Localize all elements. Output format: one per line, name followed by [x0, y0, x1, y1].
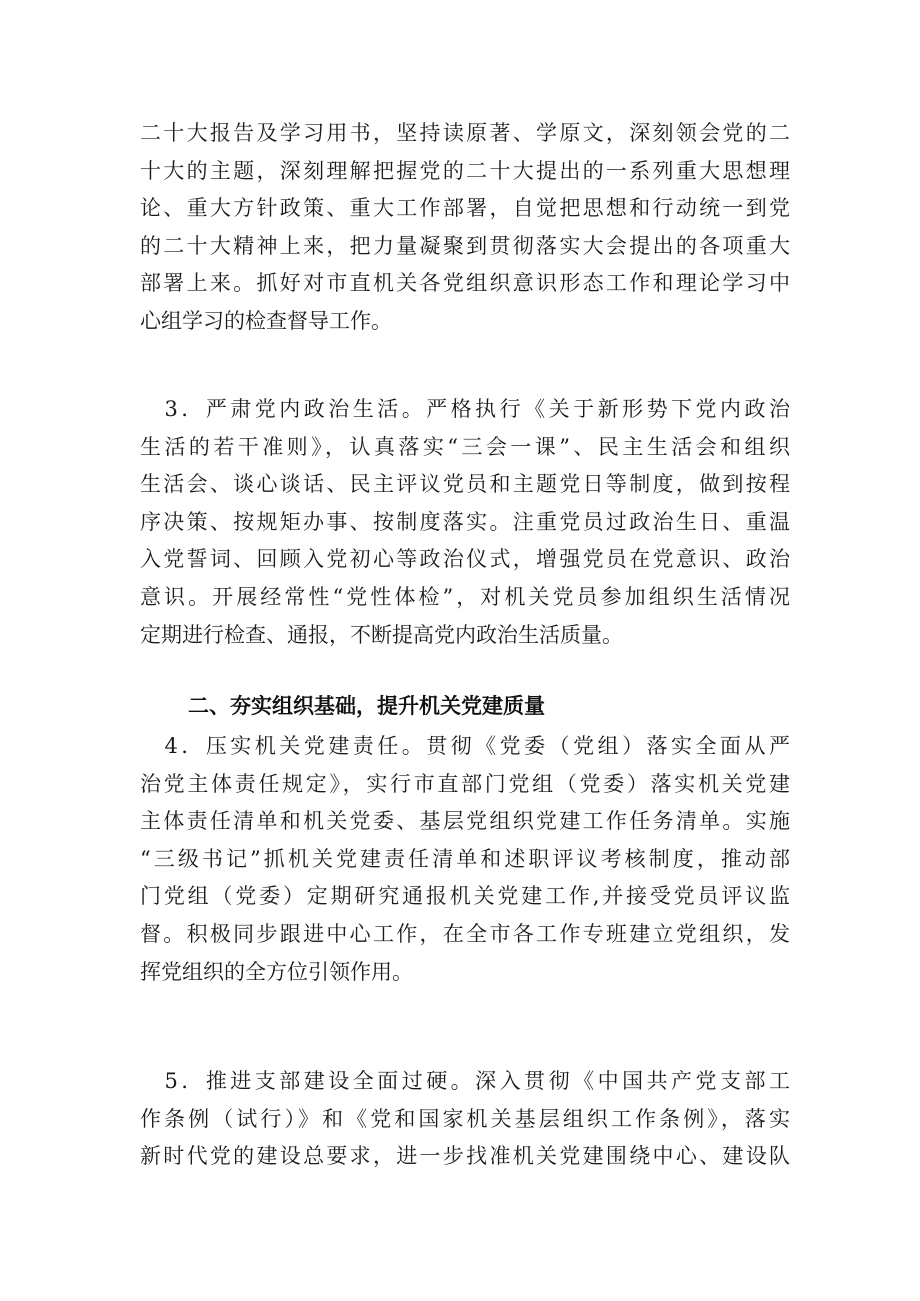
- paragraph-study-report: [140, 115, 790, 341]
- text-line: 定期进行检查、通报，不断提高党内政治生活质量。: [140, 622, 623, 647]
- text-line: “三级书记”抓机关党建责任清单和述职评议考核制度，推动部: [140, 846, 790, 871]
- text-line: 序决策、按规矩办事、按制度落实。注重党员过政治生日、重温: [140, 509, 790, 534]
- paragraph-item-4: [140, 728, 790, 991]
- text-line: 的二十大精神上来，把力量凝聚到贯彻落实大会提出的各项重大: [140, 233, 790, 258]
- text-line: 入党誓词、回顾入党初心等政治仪式，增强党员在党意识、政治: [140, 547, 790, 572]
- text-line: 生活的若干准则》，认真落实“三会一课”、民主生活会和组织: [140, 434, 790, 459]
- text-line: 十大的主题，深刻理解把握党的二十大提出的一系列重大思想理: [140, 158, 790, 183]
- text-line: 门党组（党委）定期研究通报机关党建工作,并接受党员评议监: [140, 884, 790, 909]
- text-line: 生活会、谈心谈话、民主评议党员和主题党日等制度，做到按程: [140, 472, 790, 497]
- text-line: 主体责任清单和机关党委、基层党组织党建工作任务清单。实施: [140, 809, 790, 834]
- text-line: 4．压实机关党建责任。贯彻《党委（党组）落实全面从严: [140, 734, 790, 758]
- text-line: 5．推进支部建设全面过硬。深入贯彻《中国共产党支部工: [140, 1069, 790, 1093]
- text-line: 治党主体责任规定》，实行市直部门党组（党委）落实机关党建: [140, 771, 790, 796]
- text-line: 心组学习的检查督导工作。: [140, 308, 392, 333]
- paragraph-item-5: [140, 1063, 790, 1176]
- text-line: 作条例（试行）》和《党和国家机关基层组织工作条例》，落实: [140, 1106, 790, 1131]
- text-line: 论、重大方针政策、重大工作部署，自觉把思想和行动统一到党: [140, 196, 790, 221]
- section-heading: 二、夯实组织基础，提升机关党建质量: [188, 694, 545, 718]
- text-line: 意识。开展经常性“党性体检”，对机关党员参加组织生活情况: [140, 584, 790, 609]
- text-line: 部署上来。抓好对市直机关各党组织意识形态工作和理论学习中: [140, 271, 790, 296]
- text-line: 二十大报告及学习用书，坚持读原著、学原文，深刻领会党的二: [140, 121, 790, 145]
- text-line: 督。积极同步跟进中心工作，在全市各工作专班建立党组织，发: [140, 921, 790, 946]
- text-line: 3．严肃党内政治生活。严格执行《关于新形势下党内政治: [140, 397, 790, 421]
- text-line: 挥党组织的全方位引领作用。: [140, 959, 413, 984]
- paragraph-item-3: [140, 391, 790, 654]
- text-line: 新时代党的建设总要求，进一步找准机关党建围绕中心、建设队: [140, 1144, 790, 1169]
